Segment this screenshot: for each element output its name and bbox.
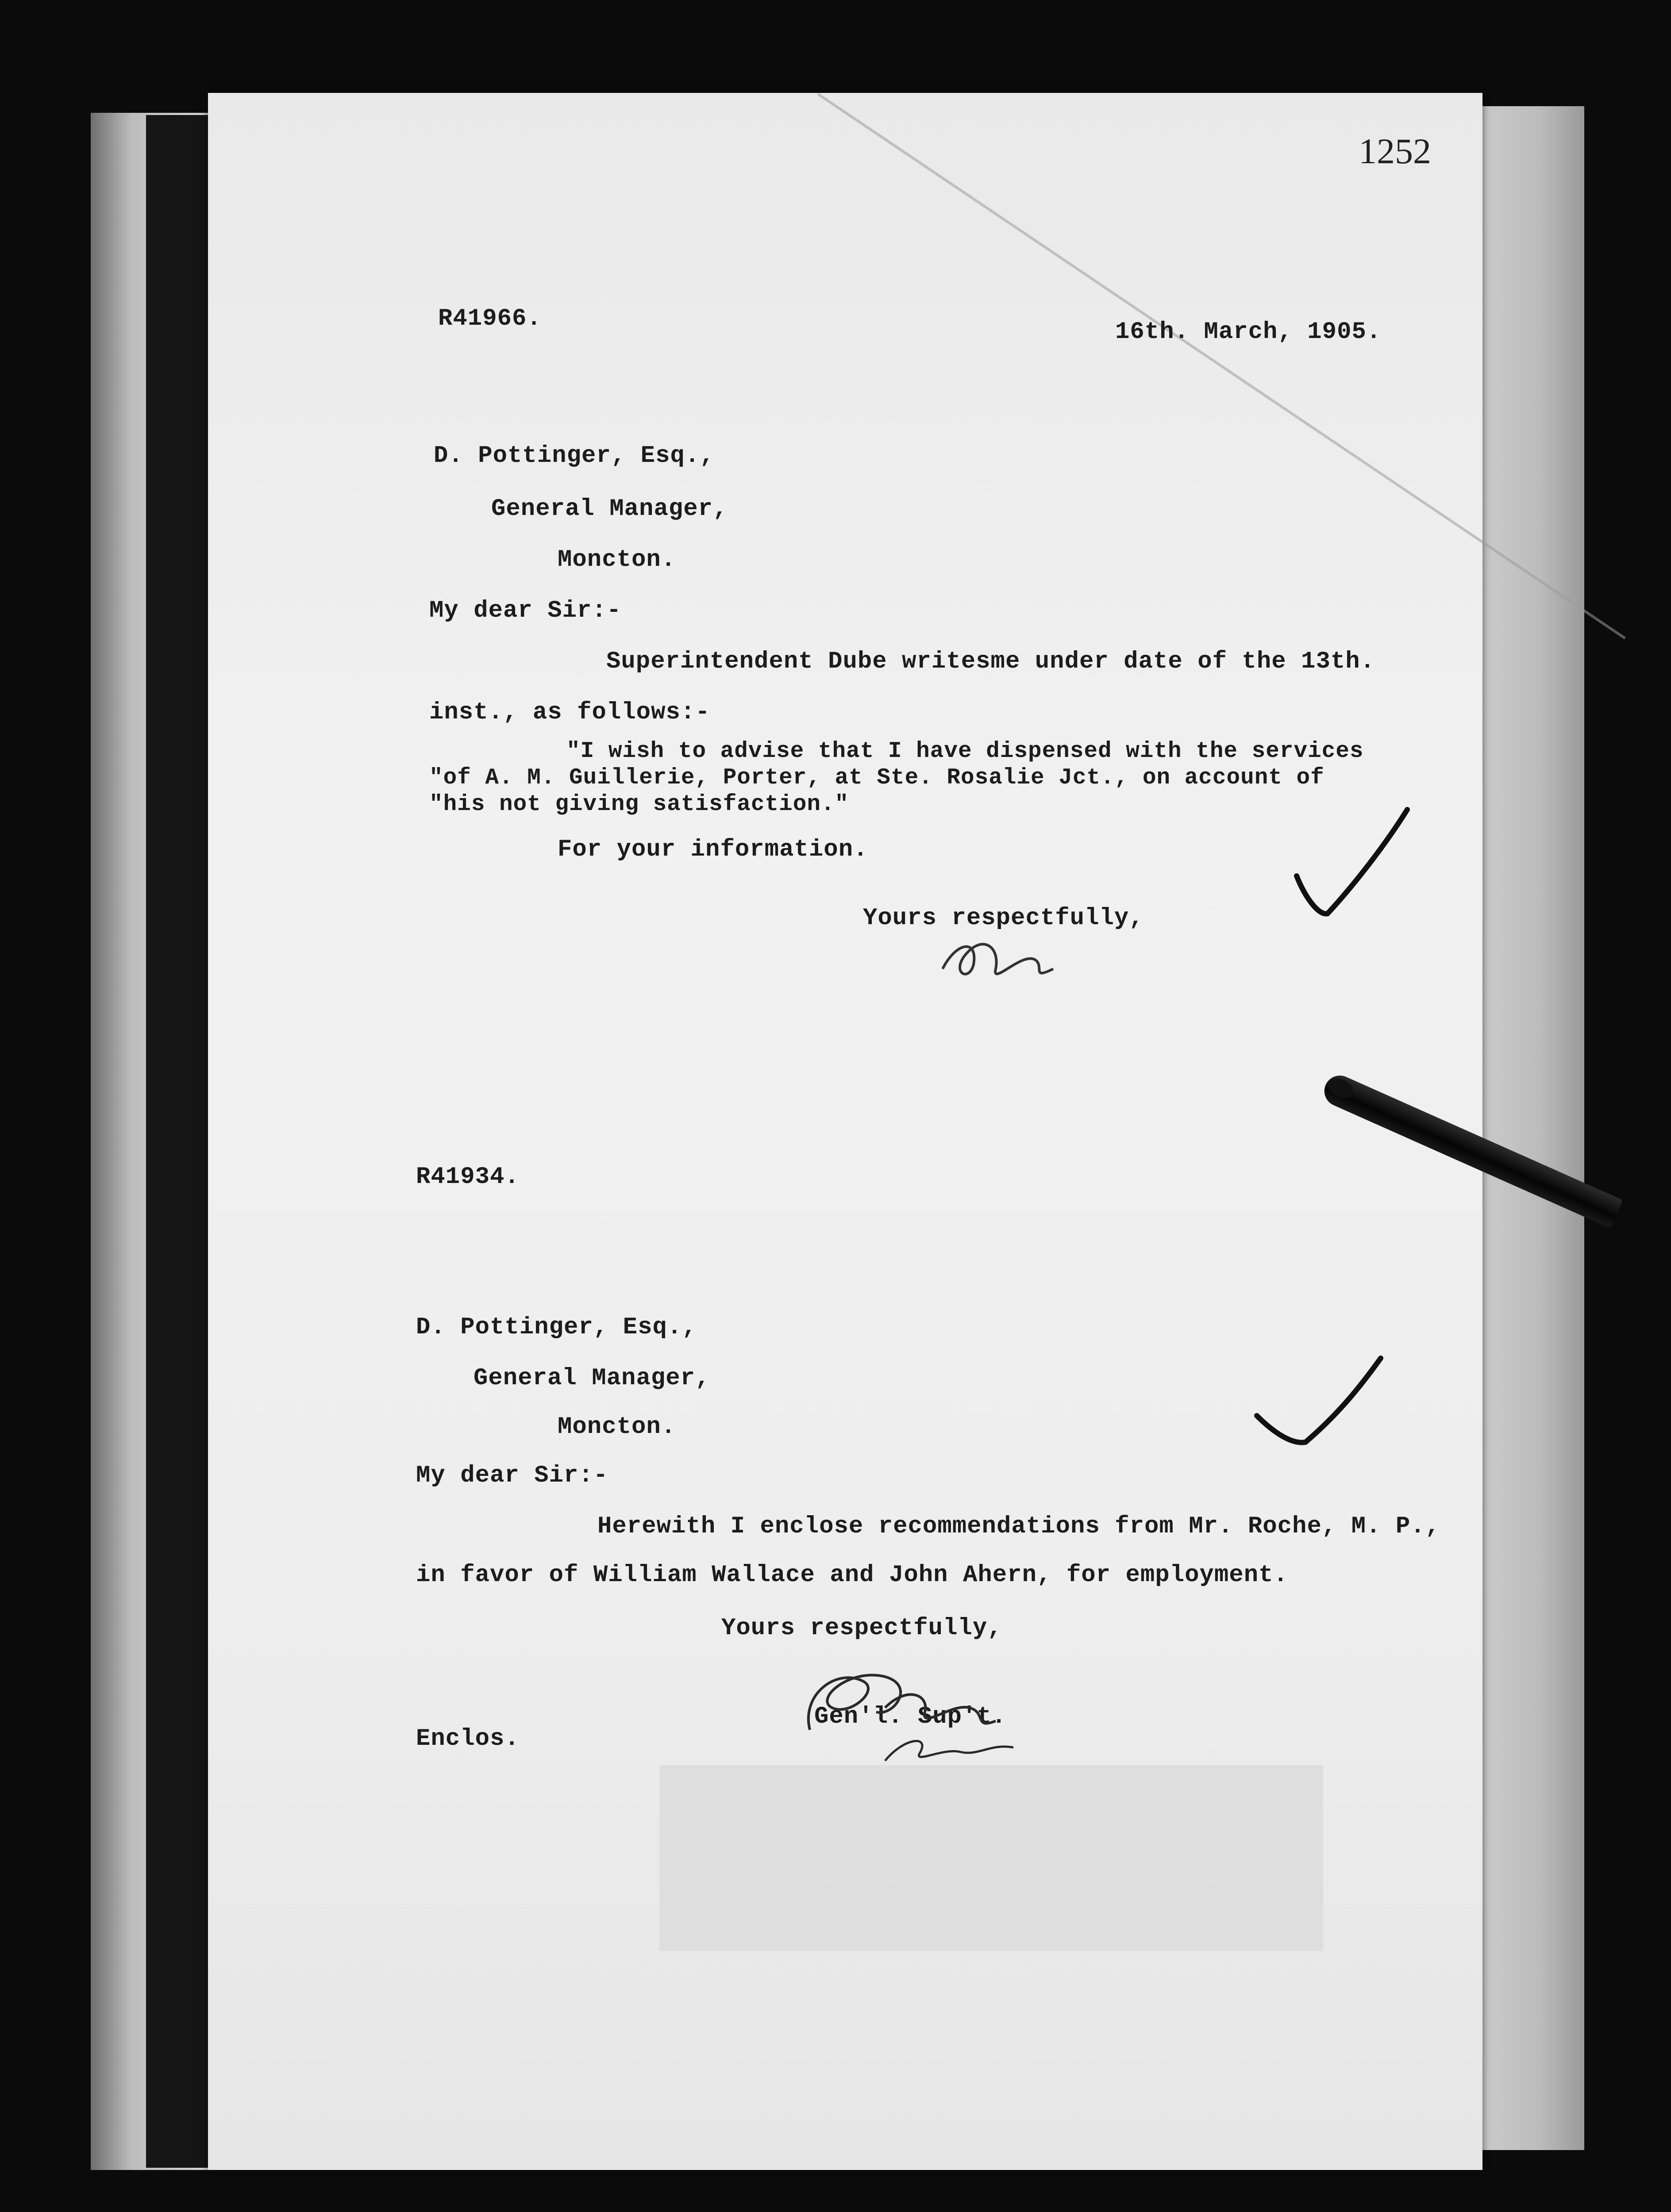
letter2-check-mark: [1248, 1349, 1390, 1464]
letter2-salutation: My dear Sir:-: [416, 1462, 608, 1489]
letter2-addressee-place: Moncton.: [558, 1413, 676, 1440]
letter1-complimentary-close: Yours respectfully,: [863, 905, 1144, 932]
letter1-signature-initials: [925, 902, 1071, 991]
letter2-body-line2: in favor of William Wallace and John Ahern, for employment.: [416, 1562, 1288, 1589]
letter1-quote-line3: "his not giving satisfaction.": [429, 792, 849, 817]
letter1-salutation: My dear Sir:-: [429, 597, 622, 624]
letter1-quote-line2: "of A. M. Guillerie, Porter, at Ste. Rosalie Jct., on account of: [429, 765, 1324, 791]
letter2-body-line1: Herewith I enclose recommendations from Mr. Roche, M. P.,: [597, 1513, 1440, 1540]
letter1-addressee-title: General Manager,: [491, 495, 728, 522]
letter1-quote-line1: "I wish to advise that I have dispensed with the services: [566, 739, 1364, 764]
letter1-reference: R41966.: [438, 305, 542, 332]
letter2-addressee-name: D. Pottinger, Esq.,: [416, 1314, 697, 1341]
letter1-check-mark: [1288, 796, 1421, 929]
letter1-addressee-place: Moncton.: [558, 546, 676, 573]
letter2-complimentary-close: Yours respectfully,: [721, 1615, 1002, 1642]
letter1-closing-line: For your information.: [558, 836, 868, 863]
letter2-signature-title: Gen'l. Sup't.: [814, 1703, 1007, 1730]
letter1-body-line1: Superintendent Dube writesme under date of the 13th.: [606, 648, 1375, 675]
bleed-through-text: [659, 1765, 1323, 1951]
binding-shadow: [146, 115, 208, 2168]
letter1-addressee-name: D. Pottinger, Esq.,: [434, 442, 715, 469]
letter2-addressee-title: General Manager,: [474, 1365, 710, 1392]
letter2-signature: [783, 1641, 1031, 1774]
letter2-reference: R41934.: [416, 1164, 520, 1190]
folio-number: 1252: [1359, 131, 1431, 171]
letter2-enclosure: Enclos.: [416, 1725, 520, 1752]
letterbook-page: [208, 93, 1482, 2170]
letter1-date: 16th. March, 1905.: [1115, 319, 1382, 346]
letter1-body-line2: inst., as follows:-: [429, 699, 710, 726]
